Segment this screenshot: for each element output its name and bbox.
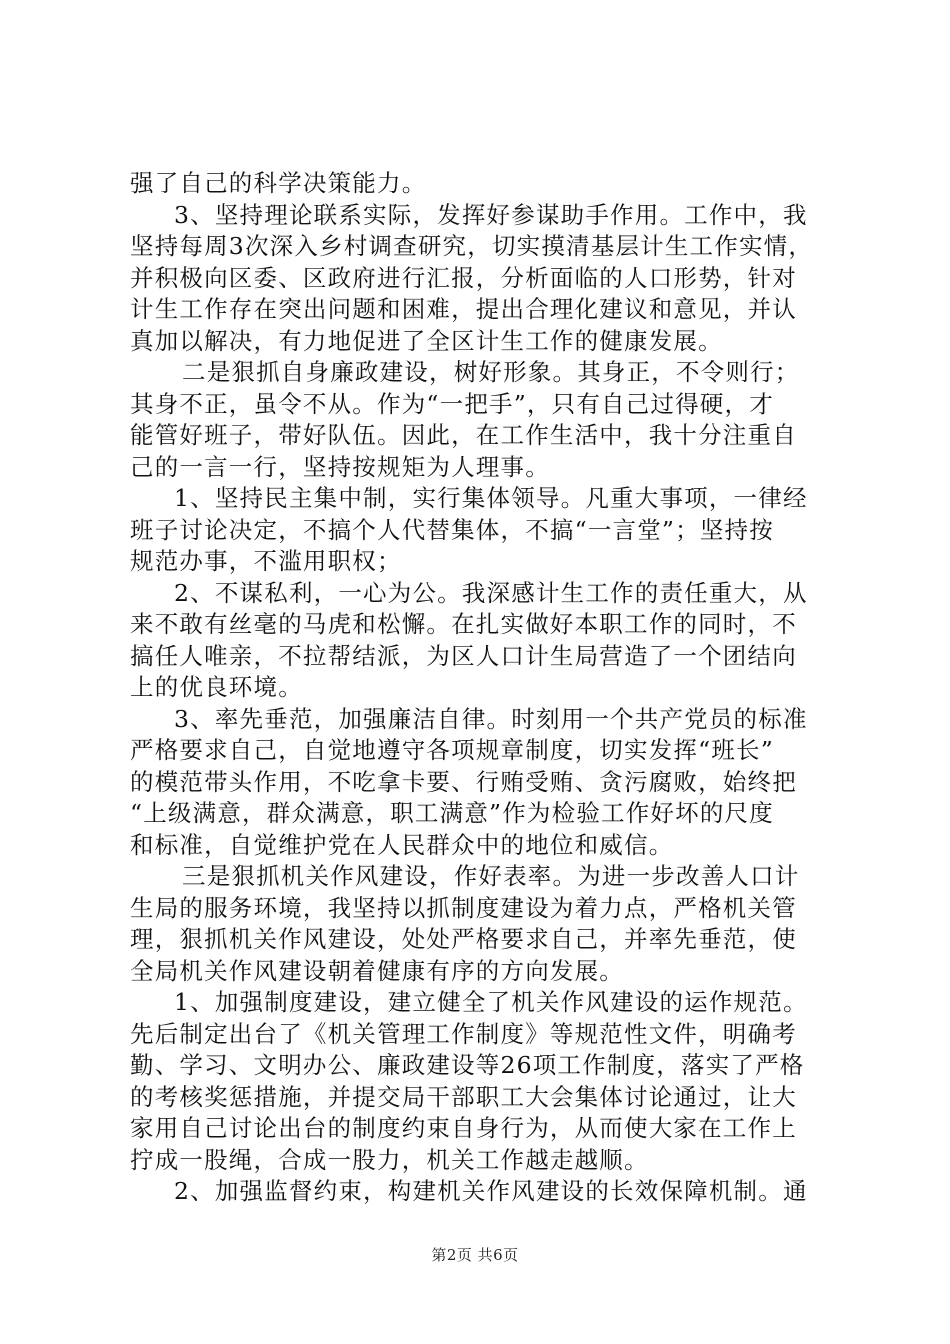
text-line: 勤、学习、文明办公、廉政建设等26项工作制度，落实了严格	[130, 1051, 805, 1079]
text-line: 3、坚持理论联系实际，发挥好参谋助手作用。工作中，我	[174, 200, 808, 229]
page-number-label: 第2页 共6页	[431, 1246, 519, 1264]
text-line: 2、不谋私利，一心为公。我深感计生工作的责任重大，从	[174, 578, 808, 607]
text-line: 计生工作存在突出问题和困难，提出合理化建议和意见，并认	[130, 295, 797, 323]
text-line: 1、加强制度建设，建立健全了机关作风建设的运作规范。	[174, 988, 808, 1016]
text-line: 理，狠抓机关作风建设，处处严格要求自己，并率先垂范，使	[130, 925, 797, 953]
text-line: 真加以解决，有力地促进了全区计生工作的健康发展。	[130, 326, 723, 355]
text-line: 其身不正，虽令不从。作为“一把手”，只有自己过得硬，才	[130, 389, 774, 418]
text-line: 来不敢有丝毫的马虎和松懈。在扎实做好本职工作的同时，不	[130, 610, 797, 638]
text-line: 并积极向区委、区政府进行汇报，分析面临的人口形势，针对	[130, 263, 797, 292]
text-line: 二是狠抓自身廉政建设，树好形象。其身正，不令则行；	[182, 358, 800, 386]
text-line: 能管好班子，带好队伍。因此，在工作生活中，我十分注重自	[130, 421, 797, 449]
text-line: 搞任人唯亲，不拉帮结派，为区人口计生局营造了一个团结向	[130, 641, 797, 670]
text-line: 生局的服务环境，我坚持以抓制度建设为着力点，严格机关管	[130, 893, 797, 922]
text-line: 1、坚持民主集中制，实行集体领导。凡重大事项，一律经	[174, 484, 808, 512]
text-line: 严格要求自己，自觉地遵守各项规章制度，切实发挥“班长”	[130, 736, 774, 764]
text-line: 班子讨论决定，不搞个人代替集体，不搞“一言堂”；坚持按	[130, 515, 774, 544]
text-line: 规范办事，不滥用职权；	[130, 547, 402, 575]
text-line: 的考核奖惩措施，并提交局干部职工大会集体讨论通过，让大	[130, 1082, 797, 1111]
text-line: 3、率先垂范，加强廉洁自律。时刻用一个共产党员的标准	[174, 704, 808, 733]
text-line: 先后制定出台了《机关管理工作制度》等规范性文件，明确考	[130, 1019, 797, 1048]
text-line: 的模范带头作用，不吃拿卡要、行贿受贿、贪污腐败，始终把	[130, 767, 797, 796]
text-line: 强了自己的科学决策能力。	[130, 169, 427, 197]
text-line: 2、加强监督约束，构建机关作风建设的长效保障机制。通	[174, 1177, 808, 1205]
text-line: 坚持每周3次深入乡村调查研究，切实摸清基层计生工作实情，	[130, 232, 814, 260]
text-line: 家用自己讨论出台的制度约束自身行为，从而使大家在工作上	[130, 1114, 797, 1142]
page-footer	[0, 1244, 950, 1265]
text-line: 上的优良环境。	[130, 673, 303, 701]
text-line: 全局机关作风建设朝着健康有序的方向发展。	[130, 956, 624, 985]
text-line: 己的一言一行，坚持按规矩为人理事。	[130, 452, 550, 481]
text-line: “上级满意，群众满意，职工满意”作为检验工作好坏的尺度	[130, 799, 774, 827]
text-line: 三是狠抓机关作风建设，作好表率。为进一步改善人口计	[182, 862, 800, 890]
text-line: 和标准，自觉维护党在人民群众中的地位和威信。	[130, 830, 674, 859]
text-line: 拧成一股绳，合成一股力，机关工作越走越顺。	[130, 1145, 649, 1174]
document-body	[130, 168, 830, 1208]
